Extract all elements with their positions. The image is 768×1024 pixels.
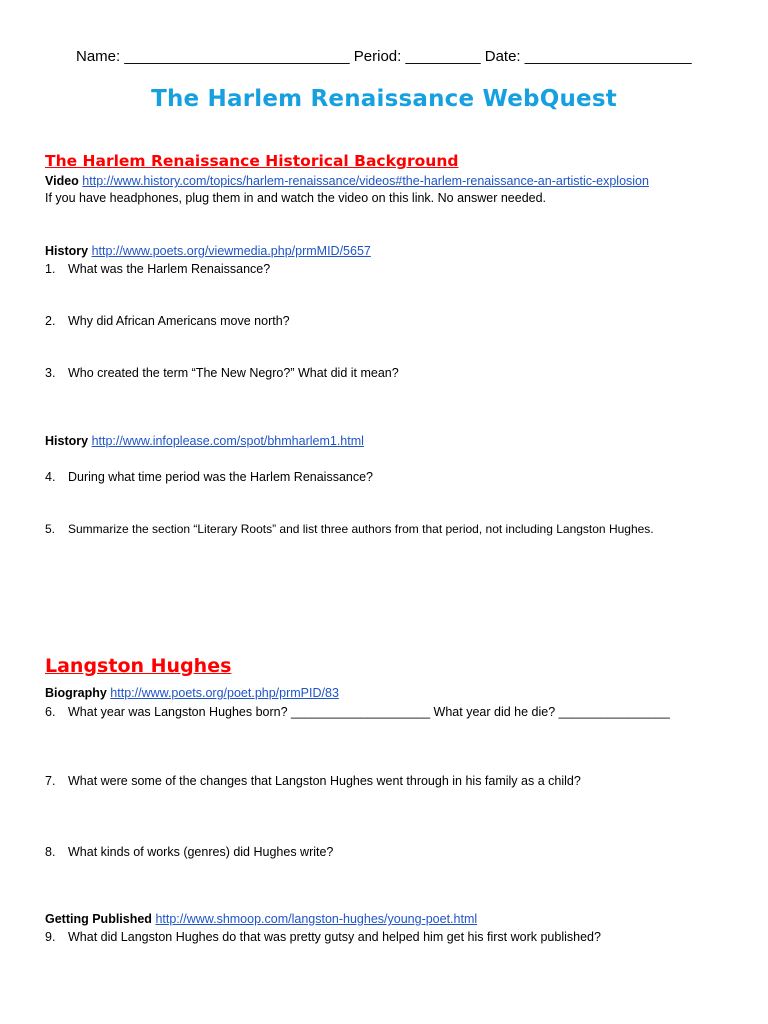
question-number: 4. (45, 470, 56, 484)
name-label: Name: (76, 48, 121, 65)
question-3 (45, 366, 399, 380)
question-text: What kinds of works (genres) did Hughes write? (68, 845, 334, 859)
question-text: What did Langston Hughes do that was pretty gutsy and helped him get his first work published? (68, 930, 601, 944)
question-6 (45, 705, 670, 719)
name-blank[interactable]: ___________________________ (124, 48, 350, 65)
biography-link[interactable]: http://www.poets.org/poet.php/prmPID/83 (110, 686, 339, 700)
question-number: 2. (45, 314, 56, 328)
getting-published-link[interactable]: http://www.shmoop.com/langston-hughes/young-poet.html (155, 912, 478, 926)
question-text: What were some of the changes that Langston Hughes went through in his family as a child? (68, 774, 581, 788)
biography-source-line (45, 686, 339, 700)
page-title: The Harlem Renaissance WebQuest (151, 86, 617, 112)
history-source-line-1 (45, 244, 371, 258)
question-number: 7. (45, 774, 56, 788)
question-number: 6. (45, 705, 56, 719)
question-7 (45, 774, 581, 788)
question-8 (45, 845, 333, 859)
question-2 (45, 314, 290, 328)
section-heading-langston-hughes: Langston Hughes (45, 655, 232, 677)
question-4 (45, 470, 373, 484)
question-number: 9. (45, 930, 56, 944)
date-blank[interactable]: ____________________ (524, 48, 692, 65)
history-link-2[interactable]: http://www.infoplease.com/spot/bhmharlem1.html (91, 434, 364, 448)
question-number: 8. (45, 845, 56, 859)
history-link-1[interactable]: http://www.poets.org/viewmedia.php/prmMID/5657 (91, 244, 371, 258)
history-label-1: History (45, 244, 89, 258)
question-9 (45, 930, 601, 944)
header-line (76, 48, 692, 65)
question-1 (45, 262, 270, 276)
question-text: Why did African Americans move north? (68, 314, 290, 328)
question-text: Summarize the section “Literary Roots” and list three authors from that period, not including Langston Hughes. (68, 522, 654, 536)
video-label: Video (45, 174, 79, 188)
question-text: Who created the term “The New Negro?” What did it mean? (68, 366, 399, 380)
date-label: Date: (484, 48, 521, 65)
question-text: During what time period was the Harlem Renaissance? (68, 470, 374, 484)
period-blank[interactable]: _________ (405, 48, 481, 65)
biography-label: Biography (45, 686, 107, 700)
question-number: 5. (45, 522, 56, 536)
question-text: What year was Langston Hughes born? ____________________ What year did he die? ________________ (68, 705, 670, 719)
question-text: What was the Harlem Renaissance? (68, 262, 271, 276)
getting-published-source-line (45, 912, 477, 926)
question-number: 1. (45, 262, 56, 276)
history-source-line-2 (45, 434, 364, 448)
question-5 (45, 522, 654, 536)
video-link[interactable]: http://www.history.com/topics/harlem-renaissance/videos#the-harlem-renaissance-an-artistic-explosion (82, 174, 649, 188)
section-heading-background: The Harlem Renaissance Historical Background (45, 152, 459, 170)
video-source-line (45, 174, 649, 188)
period-label: Period: (353, 48, 402, 65)
getting-published-label: Getting Published (45, 912, 152, 926)
video-note: If you have headphones, plug them in and watch the video on this link. No answer needed. (45, 191, 547, 205)
history-label-2: History (45, 434, 89, 448)
question-number: 3. (45, 366, 56, 380)
